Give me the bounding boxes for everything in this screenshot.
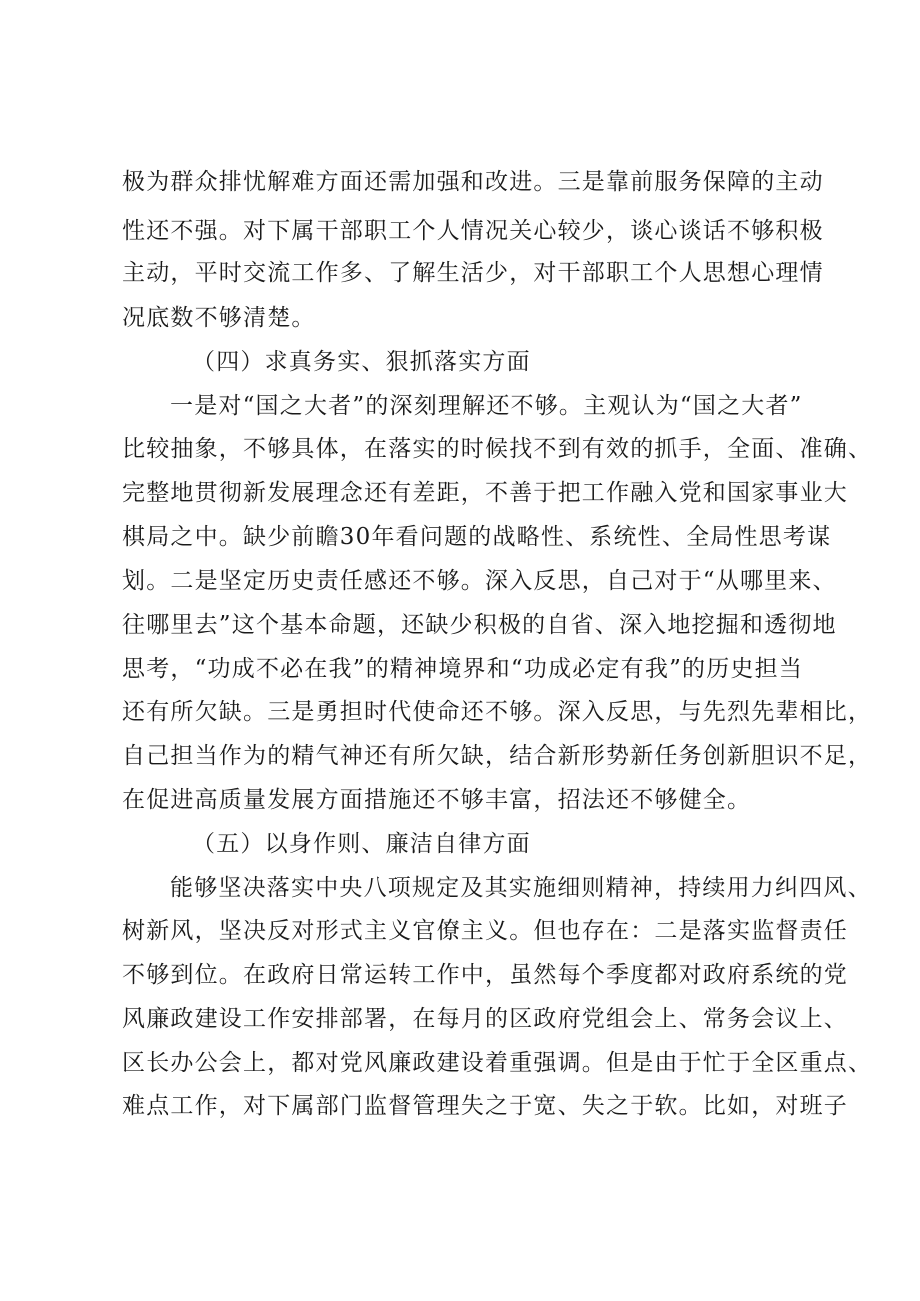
body-text-line: 主动，平时交流工作多、了解生活少，对干部职工个人思想心理情 — [122, 260, 824, 286]
body-text-line: 性还不强。对下属干部职工个人情况关心较少，谈心谈话不够积极 — [122, 218, 824, 244]
body-text-line: 区长办公会上，都对党风廉政建设着重强调。但是由于忙于全区重点、 — [122, 1050, 873, 1076]
body-text-line: 往哪里去”这个基本命题，还缺少积极的自省、深入地挖掘和透彻地 — [122, 612, 837, 638]
body-text-line: 划。二是坚定历史责任感还不够。深入反思，自己对于“从哪里来、 — [122, 568, 837, 594]
body-text-line: 完整地贯彻新发展理念还有差距，不善于把工作融入党和国家事业大 — [122, 480, 848, 506]
body-text-line: 风廉政建设工作安排部署，在每月的区政府党组会上、常务会议上、 — [122, 1006, 848, 1032]
body-text-line: 在促进高质量发展方面措施还不够丰富，招法还不够健全。 — [122, 787, 752, 813]
section-heading-5: （五）以身作则、廉洁自律方面 — [192, 831, 531, 857]
body-text-line: 不够到位。在政府日常运转工作中，虽然每个季度都对政府系统的党 — [122, 962, 848, 988]
body-text-line: 棋局之中。缺少前瞻30年看问题的战略性、系统性、全局性思考谋 — [122, 524, 832, 550]
body-text-line: 比较抽象，不够具体，在落实的时候找不到有效的抓手，全面、准确、 — [122, 436, 873, 462]
body-text-line: 一是对“国之大者”的深刻理解还不够。主观认为“国之大者” — [170, 393, 803, 419]
body-text-line: 难点工作，对下属部门监督管理失之于宽、失之于软。比如，对班子 — [122, 1093, 848, 1119]
body-text-line: 能够坚决落实中央八项规定及其实施细则精神，持续用力纠四风、 — [170, 875, 872, 901]
body-text-line: 树新风，坚决反对形式主义官僚主义。但也存在：二是落实监督责任 — [122, 918, 848, 944]
body-text-line: 思考，“功成不必在我”的精神境界和“功成必定有我”的历史担当 — [122, 656, 804, 682]
body-text-line: 况底数不够清楚。 — [122, 305, 316, 331]
body-text-line: 还有所欠缺。三是勇担时代使命还不够。深入反思，与先烈先辈相比， — [122, 699, 873, 725]
section-heading-4: （四）求真务实、狠抓落实方面 — [192, 349, 531, 375]
body-text-line: 极为群众排忧解难方面还需加强和改进。三是靠前服务保障的主动 — [122, 169, 824, 195]
body-text-line: 自己担当作为的精气神还有所欠缺，结合新形势新任务创新胆识不足， — [122, 743, 873, 769]
